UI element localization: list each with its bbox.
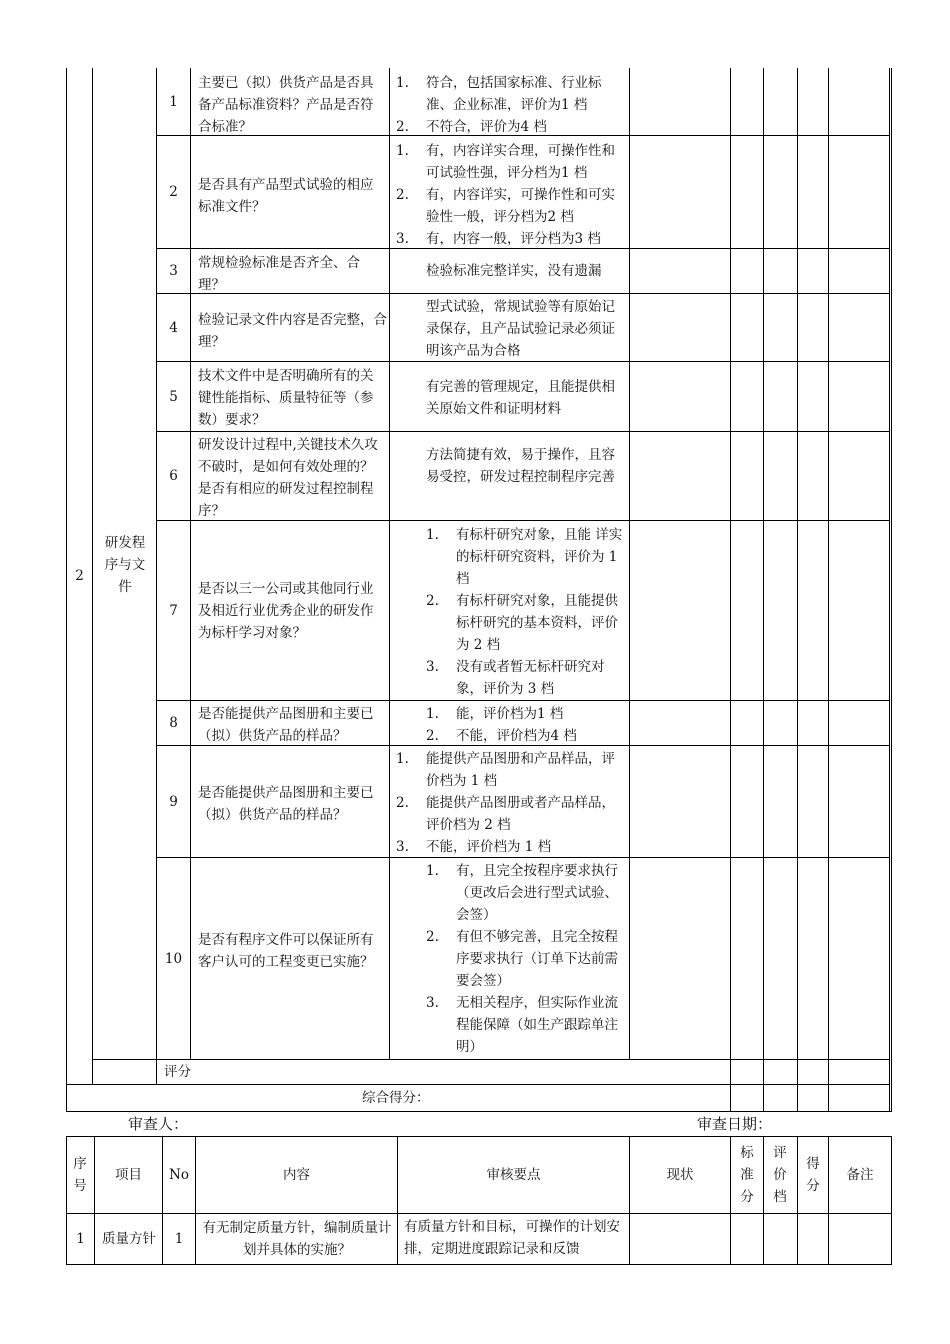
criteria-item: 2. 有，内容详实，可操作性和可实验性一般，评分档为2 档 bbox=[396, 187, 615, 225]
header-grade: 评价档 bbox=[773, 1145, 787, 1205]
row-no: 7 bbox=[169, 602, 178, 619]
header-score: 得分 bbox=[806, 1156, 820, 1194]
row-criteria bbox=[426, 860, 626, 1058]
row-content: 有无制定质量方针，编制质量计划并具体的实施？ bbox=[202, 1220, 392, 1258]
header-content: 内容 bbox=[283, 1167, 310, 1183]
row-criteria bbox=[426, 703, 626, 747]
criteria-item: 2. 不符合，评价为4 档 bbox=[396, 119, 547, 135]
row-project: 质量方针 bbox=[102, 1231, 156, 1247]
row-no: 6 bbox=[169, 468, 178, 484]
row-criteria bbox=[396, 140, 626, 250]
row-criteria bbox=[396, 748, 626, 858]
criteria-item: 2. 能提供产品图册或者产品样品，评价档为 2 档 bbox=[396, 795, 615, 833]
score-label: 评分 bbox=[164, 1064, 191, 1080]
criteria-item: 1. 符合，包括国家标准、行业标准、企业标准，评价为1 档 bbox=[396, 75, 602, 113]
row-content: 是否具有产品型式试验的相应标准文件？ bbox=[198, 177, 374, 215]
criteria-item: 3. 无相关程序，但实际作业流程能保障（如生产跟踪单注明） bbox=[426, 995, 618, 1055]
row-criteria: 有完善的管理规定，且能提供相关原始文件和证明材料 bbox=[426, 379, 615, 417]
header-no: No bbox=[169, 1167, 189, 1183]
criteria-item: 2. 有但不够完善，且完全按程序要求执行（订单下达前需要会签） bbox=[426, 929, 618, 989]
total-score-label: 综合得分： bbox=[362, 1090, 430, 1106]
row-criteria bbox=[426, 524, 626, 700]
criteria-item: 3. 没有或者暂无标杆研究对象，评价为 3 档 bbox=[426, 659, 605, 697]
row-no: 2 bbox=[169, 184, 178, 200]
header-criteria: 审核要点 bbox=[486, 1167, 541, 1183]
criteria-item: 2. 不能，评价档为4 档 bbox=[426, 728, 577, 744]
row-no: 5 bbox=[169, 388, 178, 405]
row-no: 9 bbox=[169, 793, 178, 810]
header-status: 现状 bbox=[666, 1167, 694, 1183]
header-project: 项目 bbox=[115, 1167, 142, 1183]
criteria-item: 1. 有，内容详实合理，可操作性和可试验性强，评分档为1 档 bbox=[396, 143, 615, 181]
row-criteria bbox=[396, 72, 626, 138]
row-content: 是否有程序文件可以保证所有客户认可的工程变更已实施？ bbox=[198, 932, 374, 970]
row-no: 4 bbox=[169, 319, 178, 336]
row-no: 1 bbox=[169, 93, 178, 110]
row-content: 检验记录文件内容是否完整，合理？ bbox=[198, 312, 387, 350]
header-standard-score: 标准分 bbox=[740, 1145, 754, 1205]
criteria-item: 3. 有，内容一般，评分档为3 档 bbox=[396, 231, 601, 247]
row-content: 是否能提供产品图册和主要已（拟）供货产品的样品？ bbox=[198, 706, 374, 744]
row-content: 是否能提供产品图册和主要已（拟）供货产品的样品？ bbox=[198, 785, 374, 823]
section-seq: 2 bbox=[75, 568, 84, 584]
row-no: 1 bbox=[174, 1231, 184, 1247]
review-date-label: 审查日期： bbox=[697, 1115, 773, 1133]
criteria-item: 3. 不能，评价档为 1 档 bbox=[396, 839, 552, 855]
row-content: 技术文件中是否明确所有的关键性能指标、质量特征等（参数）要求？ bbox=[198, 368, 374, 428]
row-no: 3 bbox=[169, 263, 178, 279]
row-content: 主要已（拟）供货产品是否具备产品标准资料？产品是否符合标准？ bbox=[198, 75, 374, 135]
criteria-item: 1. 有标杆研究对象，且能 详实的标杆研究资料，评价为 1 档 bbox=[426, 527, 623, 587]
row-criteria: 方法简捷有效，易于操作，且容易受控，研发过程控制程序完善 bbox=[426, 447, 615, 485]
row-seq: 1 bbox=[76, 1231, 85, 1247]
row-no: 10 bbox=[164, 950, 183, 967]
reviewer-label: 审查人： bbox=[128, 1115, 189, 1133]
header-seq: 序号 bbox=[73, 1156, 87, 1194]
criteria-item: 1. 有，且完全按程序要求执行（更改后会进行型式试验、会签） bbox=[426, 863, 618, 923]
criteria-item: 1. 能，评价档为1 档 bbox=[426, 706, 564, 722]
section-project: 研发程序与文件 bbox=[104, 535, 146, 595]
row-no: 8 bbox=[169, 715, 178, 731]
row-content: 常规检验标准是否齐全、合理？ bbox=[198, 255, 360, 293]
row-content: 研发设计过程中,关键技术久攻不破时，是如何有效处理的？是否有相应的研发过程控制程序？ bbox=[198, 437, 378, 519]
header-remark: 备注 bbox=[846, 1167, 874, 1183]
row-criteria: 检验标准完整详实，没有遗漏 bbox=[426, 263, 602, 279]
criteria-item: 2. 有标杆研究对象，且能提供标杆研究的基本资料，评价为 2 档 bbox=[426, 593, 618, 653]
row-criteria: 有质量方针和目标，可操作的计划安排，定期进度跟踪记录和反馈 bbox=[404, 1219, 620, 1257]
row-criteria: 型式试验，常规试验等有原始记录保存，且产品试验记录必须证明该产品为合格 bbox=[426, 299, 615, 359]
criteria-item: 1. 能提供产品图册和产品样品，评价档为 1 档 bbox=[396, 751, 615, 789]
row-content: 是否以三一公司或其他同行业及相近行业优秀企业的研发作为标杆学习对象？ bbox=[198, 581, 374, 641]
